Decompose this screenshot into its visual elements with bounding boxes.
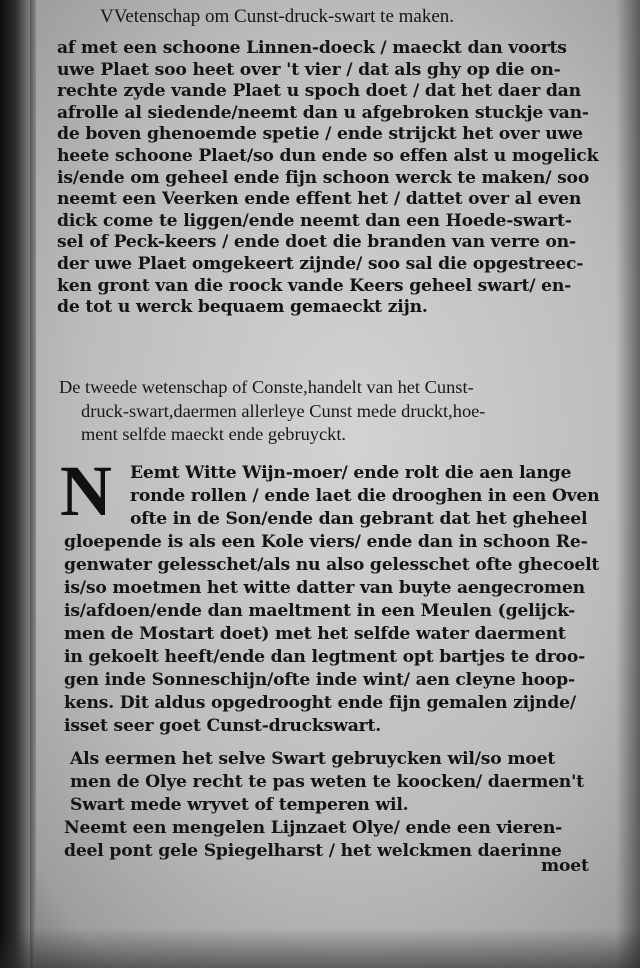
paragraph-continued	[57, 38, 598, 319]
heading-line: ment selfde maeckt ende gebruyckt.	[81, 424, 347, 444]
text-line: dick come te liggen/ende neemt dan een Hoede-swart-	[57, 210, 572, 231]
paragraph-linseed	[64, 817, 562, 863]
heading-line: De tweede wetenschap of Conste,handelt van het Cunst-	[59, 377, 474, 397]
text-line: uwe Plaet soo heet over 't vier / dat als ghy op die on-	[57, 59, 561, 80]
text-line: is/afdoen/ende dan maeltment in een Meulen (gelijck-	[64, 601, 576, 621]
paragraph-recipe	[64, 462, 599, 738]
text-line: genwater gelesschet/als nu also gelesschet ofte ghecoelt	[64, 555, 600, 575]
book-binding-shadow	[0, 0, 34, 968]
text-line: in gekoelt heeft/ende dan legtment opt bartjes te droo-	[64, 647, 586, 667]
text-line: men de Mostart doet) met het selfde water daerment	[64, 624, 566, 644]
text-line: gen inde Sonneschijn/ofte inde wint/ aen cleyne hoop-	[64, 670, 575, 690]
text-line: kens. Dit aldus opgedrooght ende fijn gemalen zijnde/	[64, 693, 576, 713]
paragraph-oil	[70, 748, 584, 817]
text-line: der uwe Plaet omgekeert zijnde/ soo sal die opgestreec-	[57, 253, 584, 274]
text-line: Neemt een mengelen Lijnzaet Olye/ ende een vieren-	[64, 818, 563, 838]
catchword: moet	[541, 856, 589, 876]
text-line: ofte in de Son/ende dan gebrant dat het gheheel	[130, 509, 588, 529]
text-line: sel of Peck-keers / ende doet die branden van verre on-	[57, 232, 576, 253]
text-line: de boven ghenoemde spetie / ende strijckt het over uwe	[57, 124, 583, 145]
text-line: is/so moetmen het witte datter van buyte aengecromen	[64, 578, 585, 598]
heading-line: druck-swart,daermen allerleye Cunst mede druckt,hoe-	[81, 400, 486, 421]
text-line: de tot u werck bequaem gemaeckt zijn.	[57, 297, 428, 318]
text-line: af met een schoone Linnen-doeck / maeckt dan voorts	[57, 38, 567, 58]
text-line: isset seer goet Cunst-druckswart.	[64, 716, 382, 736]
page-edge	[30, 0, 36, 968]
section-heading	[59, 376, 485, 447]
text-line: gloepende is als een Kole viers/ ende dan in schoon Re-	[64, 532, 588, 552]
page-shadow-bottom	[0, 928, 640, 968]
text-line: men de Olye recht te pas weten te koocken/ daermen't	[70, 772, 584, 792]
text-line: neemt een Veerken ende effent het / dattet over al even	[57, 189, 582, 210]
text-line: is/ende om geheel ende fijn schoon werck te maken/ soo	[57, 167, 590, 188]
text-line: Eemt Witte Wijn-moer/ ende rolt die aen lange	[130, 463, 572, 483]
drop-cap: N	[60, 451, 112, 531]
text-line: afrolle al siedende/neemt dan u afgebroken stuckje van-	[57, 102, 589, 123]
text-line: deel pont gele Spiegelharst / het welckmen daerinne	[64, 841, 562, 861]
text-line: rechte zyde vande Plaet u spoch doet / dat het daer dan	[57, 81, 581, 102]
text-line: Als eermen het selve Swart gebruycken wil/so moet	[70, 749, 556, 769]
text-line: Swart mede wryvet of temperen wil.	[70, 795, 409, 815]
page-shadow-right	[616, 0, 640, 968]
running-header: VVetenschap om Cunst-druck-swart te maken.	[100, 6, 455, 27]
text-line: ronde rollen / ende laet die drooghen in een Oven	[130, 486, 600, 506]
text-line: ken gront van die roock vande Keers geheel swart/ en-	[57, 275, 572, 296]
text-line: heete schoone Plaet/so dun ende so effen alst u mogelick	[57, 145, 599, 166]
